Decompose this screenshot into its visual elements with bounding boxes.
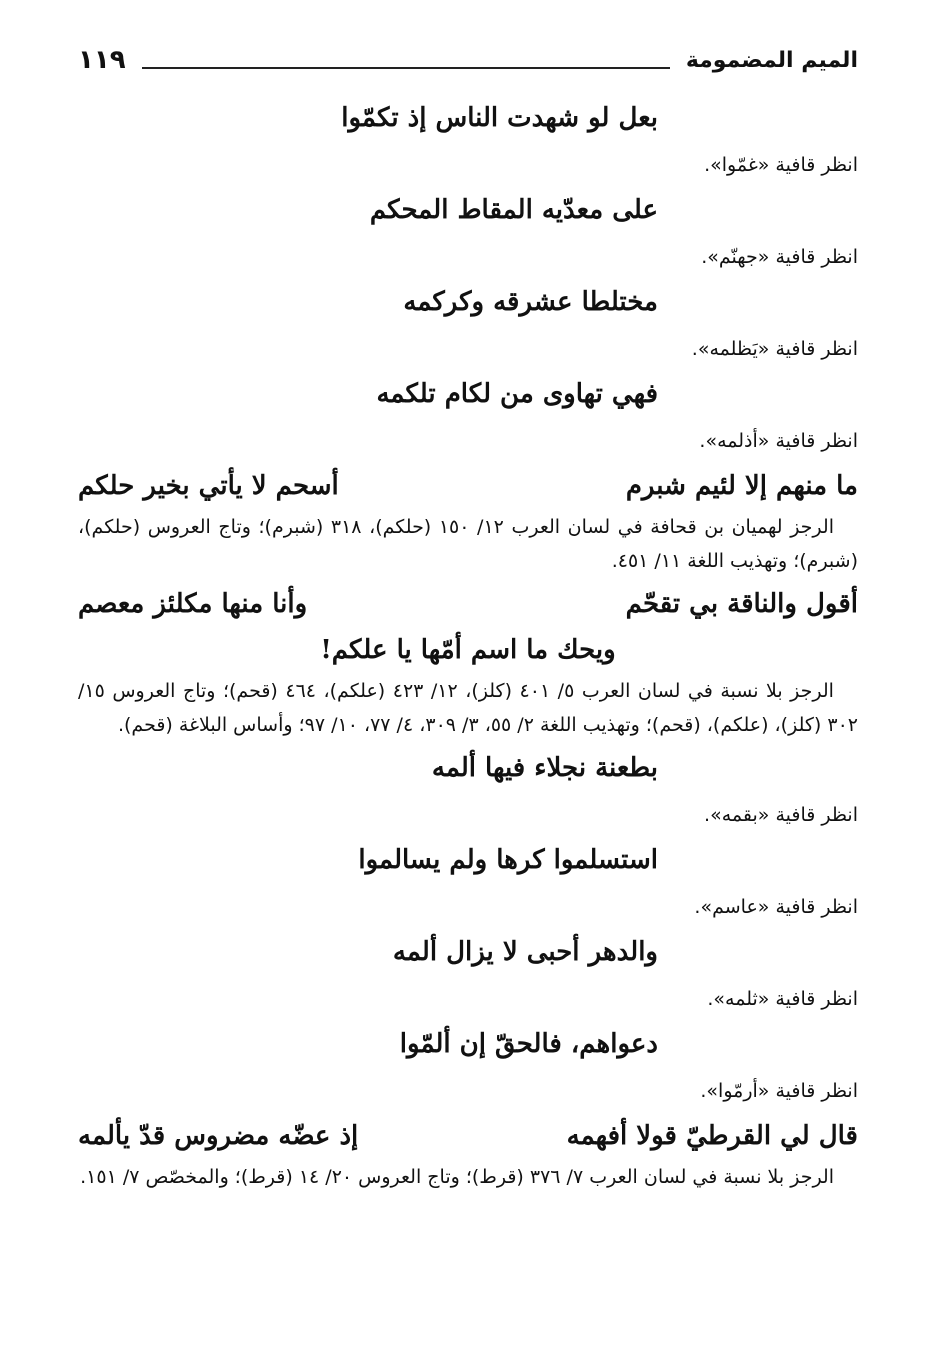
cross-reference: انظر قافية «يَظلمه». — [691, 338, 858, 360]
verse-line: والدهر أحبى لا يزال ألمه — [392, 937, 658, 967]
verse-line: فهي تهاوى من لكام تلكمه — [376, 379, 658, 409]
verse-couplet — [78, 464, 858, 510]
verse-first-hemistich: أقول والناقة بي تقحّم — [625, 589, 858, 619]
source-note: الرجز لهميان بن قحافة في لسان العرب ١٢/ ١٥٠ (حلكم)، ٣١٨ (شبرم)؛ وتاج العروس (حلكم)، (شبرم)؛ وتهذيب اللغة ١١/ ٤٥١. — [78, 516, 858, 572]
cross-reference: انظر قافية «أذلمه». — [699, 430, 858, 452]
verse-line: دعواهم، فالحقّ إن ألمّوا — [399, 1029, 658, 1059]
verse-second-hemistich: أسحم لا يأتي بخير حلكم — [78, 471, 339, 501]
verse-line: استسلموا كرها ولم يسالموا — [358, 845, 658, 875]
verse-second-hemistich: إذ عضّه مضروس قدّ يألمه — [78, 1121, 359, 1151]
source-note: الرجز بلا نسبة في لسان العرب ٥/ ٤٠١ (كلز)، ١٢/ ٤٢٣ (علكم)، ٤٦٤ (قحم)؛ وتاج العروس ١٥/ ٣٠٢ (كلز)، (علكم)، (قحم)؛ وتهذيب اللغة ٢/ ٥٥، ٣/ ٣٠٩، ٤/ ٧٧، ١٠/ ٩٧؛ وأساس البلاغة (قحم). — [78, 680, 858, 736]
verse-second-hemistich: وأنا منها مكلئز معصم — [78, 589, 308, 619]
page-number: ١١٩ — [78, 45, 126, 75]
running-title: الميم المضمومة — [685, 47, 858, 73]
header-rule — [142, 67, 670, 69]
page-header — [78, 40, 858, 80]
verse-line: بطعنة نجلاء فيها ألمه — [431, 753, 658, 783]
verse-line: على معدّيه المقاط المحكم — [369, 195, 658, 225]
verse-line: ويحك ما اسم أمّها يا علكم! — [320, 635, 616, 665]
cross-reference: انظر قافية «ثلمه». — [707, 988, 858, 1010]
verse-line: مختلطا عشرقه وكركمه — [403, 287, 658, 317]
cross-reference: انظر قافية «بقمه». — [704, 804, 858, 826]
verse-line: بعل لو شهدت الناس إذ تكمّوا — [341, 103, 658, 133]
verse-first-hemistich: ما منهم إلا لئيم شبرم — [625, 471, 858, 501]
verse-couplet — [78, 1114, 858, 1160]
verse-first-hemistich: قال لي القرطيّ قولا أفهمه — [566, 1121, 858, 1151]
cross-reference: انظر قافية «جهنّم». — [701, 246, 858, 268]
page-body — [78, 96, 858, 1194]
verse-couplet — [78, 582, 858, 628]
cross-reference: انظر قافية «غمّوا». — [704, 154, 858, 176]
source-note: الرجز بلا نسبة في لسان العرب ٧/ ٣٧٦ (قرط)؛ وتاج العروس ٢٠/ ١٤ (قرط)؛ والمخصّص ٧/ ١٥١. — [80, 1166, 834, 1188]
cross-reference: انظر قافية «عاسم». — [694, 896, 858, 918]
cross-reference: انظر قافية «أرمّوا». — [700, 1080, 858, 1102]
